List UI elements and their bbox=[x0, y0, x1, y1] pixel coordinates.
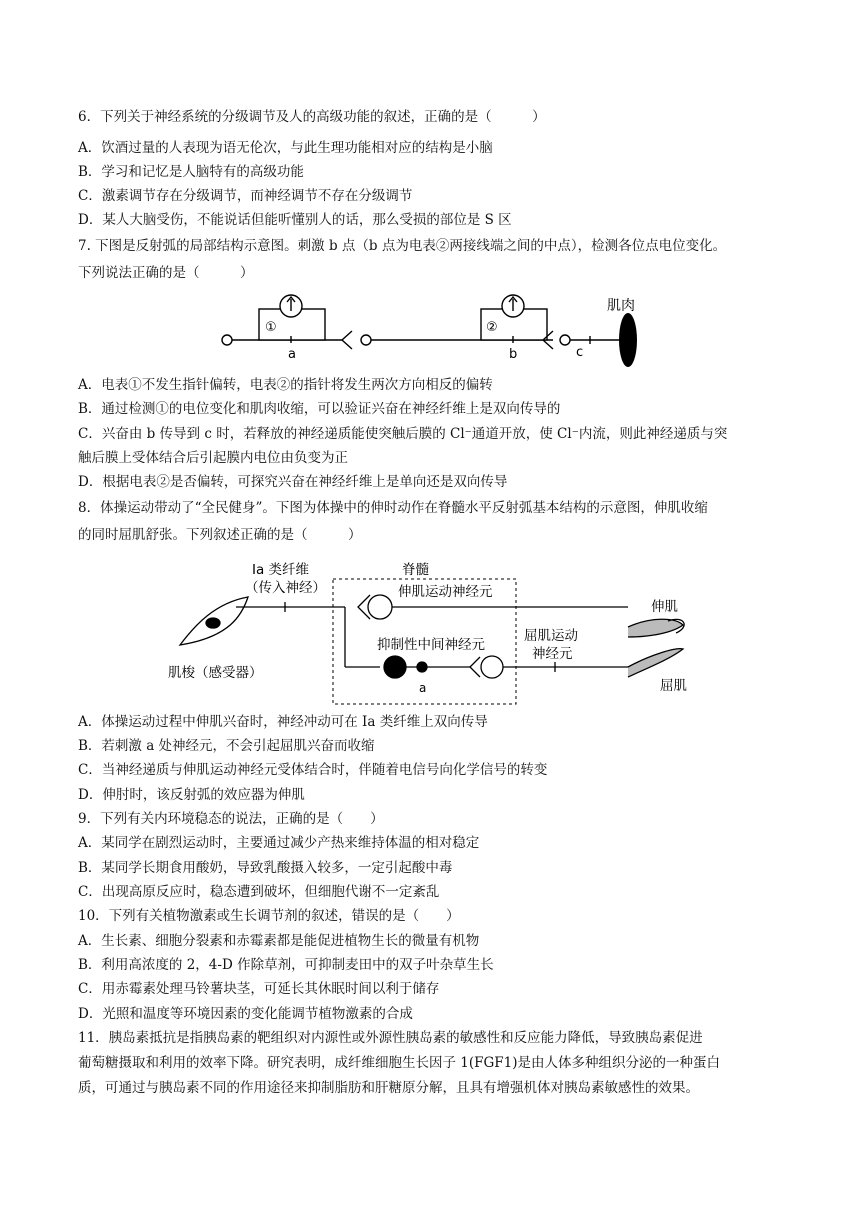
q6-option-b: B．学习和记忆是人脑特有的高级功能 bbox=[78, 164, 304, 180]
afferent-nerve-label: （传入神经） bbox=[245, 580, 326, 596]
extensor-label: 伸肌 bbox=[651, 599, 678, 615]
q10-stem: 10．下列有关植物激素或生长调节剂的叙述，错误的是（ ） bbox=[78, 908, 460, 924]
ia-fiber-label: Ⅰa 类纤维 bbox=[252, 562, 310, 578]
q10-option-c: C．用赤霉素处理马铃薯块茎，可延长其休眠时间以利于储存 bbox=[78, 981, 440, 997]
q8-option-c: C．当神经递质与伸肌运动神经元受体结合时，伴随着电信号向化学信号的转变 bbox=[78, 762, 548, 778]
q7-option-c-line2: 触后膜上受体结合后引起膜内电位由负变为正 bbox=[78, 450, 348, 466]
extensor-motor-neuron-label: 伸肌运动神经元 bbox=[398, 584, 493, 600]
q7-option-c-line1: C．兴奋由 b 传导到 c 时，若释放的神经递质能使突触后膜的 Cl⁻通道开放，使 Cl⁻内流，则此神经递质与突 bbox=[78, 426, 728, 442]
q7-option-b: B．通过检测①的电位变化和肌肉收缩，可以验证兴奋在神经纤维上是双向传导的 bbox=[78, 401, 561, 417]
point-c-label: c bbox=[576, 345, 584, 360]
inhibitory-interneuron-label: 抑制性中间神经元 bbox=[377, 637, 485, 653]
q10-option-d: D．光照和温度等环境因素的变化能调节植物激素的合成 bbox=[78, 1006, 413, 1022]
muscle-spindle-label: 肌梭（感受器） bbox=[168, 665, 263, 681]
q10-option-b: B．利用高浓度的 2，4-D 作除草剂，可抑制麦田中的双子叶杂草生长 bbox=[78, 957, 494, 973]
muscle-shape bbox=[619, 313, 637, 367]
muscle-label: 肌肉 bbox=[607, 298, 635, 314]
q8-option-d: D．伸肘时，该反射弧的效应器为伸肌 bbox=[78, 787, 305, 803]
point-a-label: a bbox=[419, 681, 427, 695]
meter2-label: ② bbox=[486, 320, 498, 335]
point-a-label: a bbox=[288, 347, 296, 362]
q6-option-c: C．激素调节存在分级调节，而神经调节不存在分级调节 bbox=[78, 188, 413, 204]
q8-stem-line1: 8．体操运动带动了“全民健身”。下图为体操中的伸时动作在脊髓水平反射弧基本结构的示意图，伸肌收缩 bbox=[78, 500, 708, 516]
q7-stem-line1: 7. 下图是反射弧的局部结构示意图。刺激 b 点（b 点为电表②两接线端之间的中点），检测各位点电位变化。 bbox=[78, 238, 727, 254]
q8-option-a: A．体操运动过程中伸肌兴奋时，神经冲动可在 Ia 类纤维上双向传导 bbox=[78, 714, 488, 730]
q6-option-d: D．某人大脑受伤，不能说话但能听懂别人的话，那么受损的部位是 S 区 bbox=[78, 212, 512, 228]
q9-option-b: B．某同学长期食用酸奶，导致乳酸摄入较多，一定引起酸中毒 bbox=[78, 860, 453, 876]
q10-option-a: A．生长素、细胞分裂素和赤霉素都是能促进植物生长的微量有机物 bbox=[78, 933, 480, 949]
q6-option-a: A．饮酒过量的人表现为语无伦次，与此生理功能相对应的结构是小脑 bbox=[78, 140, 493, 156]
q7-reflex-arc-figure bbox=[0, 290, 860, 370]
spinal-cord-label: 脊髓 bbox=[402, 562, 429, 578]
flexor-motor-neuron-label-1: 屈肌运动 bbox=[524, 628, 578, 644]
q8-stem-line2: 的同时屈肌舒张。下列叙述正确的是（ ） bbox=[78, 527, 362, 543]
q7-stem-line2: 下列说法正确的是（ ） bbox=[78, 265, 254, 281]
q11-line2: 葡萄糖摄取和利用的效率下降。研究表明，成纤维细胞生长因子 1(FGF1)是由人体多种组织分泌的一种蛋白 bbox=[78, 1055, 721, 1071]
q8-spinal-reflex-figure bbox=[0, 555, 860, 705]
q8-option-b: B．若刺激 a 处神经元，不会引起屈肌兴奋而收缩 bbox=[78, 738, 375, 754]
point-b-label: b bbox=[509, 347, 518, 362]
q9-stem: 9．下列有关内环境稳态的说法，正确的是（ ） bbox=[78, 811, 384, 827]
q7-option-d: D．根据电表②是否偏转，可探究兴奋在神经纤维上是单向还是双向传导 bbox=[78, 474, 508, 490]
q11-line3: 质，可通过与胰岛素不同的作用途径来抑制脂肪和肝糖原分解，且具有增强机体对胰岛素敏感性的效果。 bbox=[78, 1080, 699, 1096]
q7-option-a: A．电表①不发生指针偏转，电表②的指针将发生两次方向相反的偏转 bbox=[78, 377, 493, 393]
q6-stem: 6．下列关于神经系统的分级调节及人的高级功能的叙述，正确的是（ ） bbox=[78, 109, 546, 125]
flexor-motor-neuron-label-2: 神经元 bbox=[532, 646, 573, 662]
q9-option-c: C．出现高原反应时，稳态遭到破坏，但细胞代谢不一定紊乱 bbox=[78, 884, 440, 900]
meter1-label: ① bbox=[265, 320, 277, 335]
q11-line1: 11．胰岛素抵抗是指胰岛素的靶组织对内源性或外源性胰岛素的敏感性和反应能力降低，导致胰岛素促进 bbox=[78, 1030, 703, 1046]
flexor-label: 屈肌 bbox=[660, 678, 687, 694]
q9-option-a: A．某同学在剧烈运动时，主要通过减少产热来维持体温的相对稳定 bbox=[78, 835, 480, 851]
